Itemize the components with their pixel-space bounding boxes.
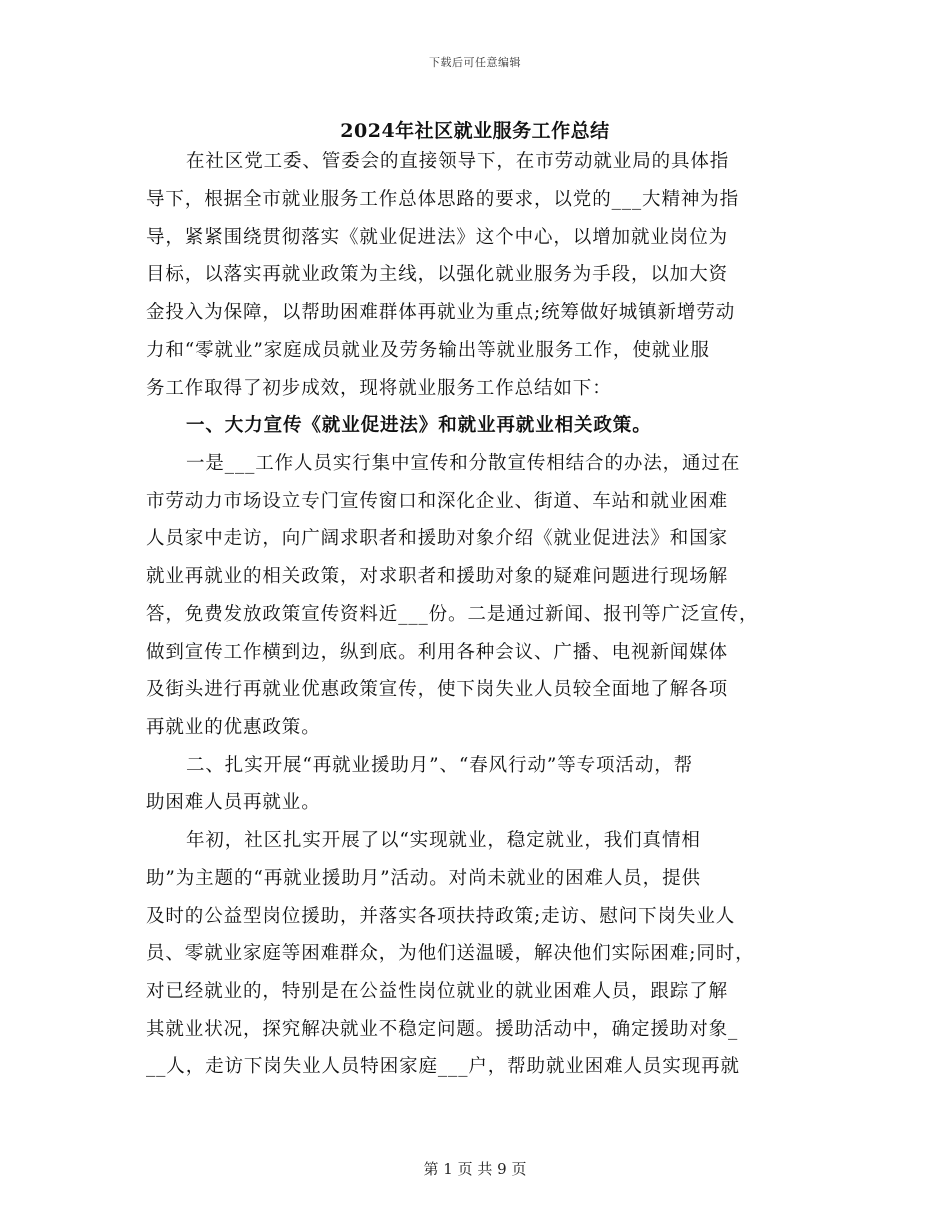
paragraph-line: 力和“零就业”家庭成员就业及劳务输出等就业服务工作，使就业服: [146, 340, 710, 361]
paragraph-line: 目标，以落实再就业政策为主线，以强化就业服务为手段，以加大资: [146, 264, 729, 285]
paragraph-line: 在社区党工委、管委会的直接领导下，在市劳动就业局的具体指: [186, 151, 730, 172]
paragraph-line: 年初，社区扎实开展了以“实现就业，稳定就业，我们真情相: [186, 830, 701, 851]
paragraph-line: 市劳动力市场设立专门宣传窗口和深化企业、街道、车站和就业困难: [146, 491, 729, 512]
section-heading-continued: 助困难人员再就业。: [146, 792, 321, 813]
paragraph-line: 其就业状况，探究解决就业不稳定问题。援助活动中，确定援助对象_: [146, 1019, 739, 1040]
header-note: 下载后可任意编辑: [429, 56, 521, 69]
paragraph-line: 导下，根据全市就业服务工作总体思路的要求，以党的___大精神为指: [146, 189, 740, 210]
page-number: 第 1 页 共 9 页: [423, 1160, 527, 1178]
paragraph-line: 及街头进行再就业优惠政策宣传，使下岗失业人员较全面地了解各项: [146, 679, 729, 700]
paragraph-line: 人员家中走访，向广阔求职者和援助对象介绍《就业促进法》和国家: [146, 528, 729, 549]
paragraph-line: 答，免费发放政策宣传资料近___份。二是通过新闻、报刊等广泛宣传，: [146, 604, 759, 625]
paragraph-line: 一是___工作人员实行集中宣传和分散宣传相结合的办法，通过在: [186, 453, 741, 474]
section-heading: 二、扎实开展“再就业援助月”、“春风行动”等专项活动，帮: [186, 755, 694, 776]
paragraph-line: 再就业的优惠政策。: [146, 717, 321, 738]
paragraph-line: 员、零就业家庭等困难群众，为他们送温暖，解决他们实际困难;同时，: [146, 943, 755, 964]
paragraph-line: 做到宣传工作横到边，纵到底。利用各种会议、广播、电视新闻媒体: [146, 642, 729, 663]
paragraph-line: 对已经就业的，特别是在公益性岗位就业的就业困难人员，跟踪了解: [146, 981, 729, 1002]
paragraph-line: 就业再就业的相关政策，对求职者和援助对象的疑难问题进行现场解: [146, 566, 729, 587]
paragraph-line: 助”为主题的“再就业援助月”活动。对尚未就业的困难人员，提供: [146, 868, 701, 889]
paragraph-line: 金投入为保障，以帮助困难群体再就业为重点;统筹做好城镇新增劳动: [146, 302, 736, 323]
paragraph-line: 导，紧紧围绕贯彻落实《就业促进法》这个中心，以增加就业岗位为: [146, 227, 729, 248]
paragraph-line: 及时的公益型岗位援助，并落实各项扶持政策;走访、慰问下岗失业人: [146, 906, 736, 927]
paragraph-line: __人，走访下岗失业人员特困家庭___户，帮助就业困难人员实现再就: [146, 1056, 740, 1077]
section-heading: 一、大力宣传《就业促进法》和就业再就业相关政策。: [186, 415, 652, 436]
document-title: 2024年社区就业服务工作总结: [340, 120, 610, 142]
paragraph-line: 务工作取得了初步成效，现将就业服务工作总结如下：: [146, 378, 612, 399]
